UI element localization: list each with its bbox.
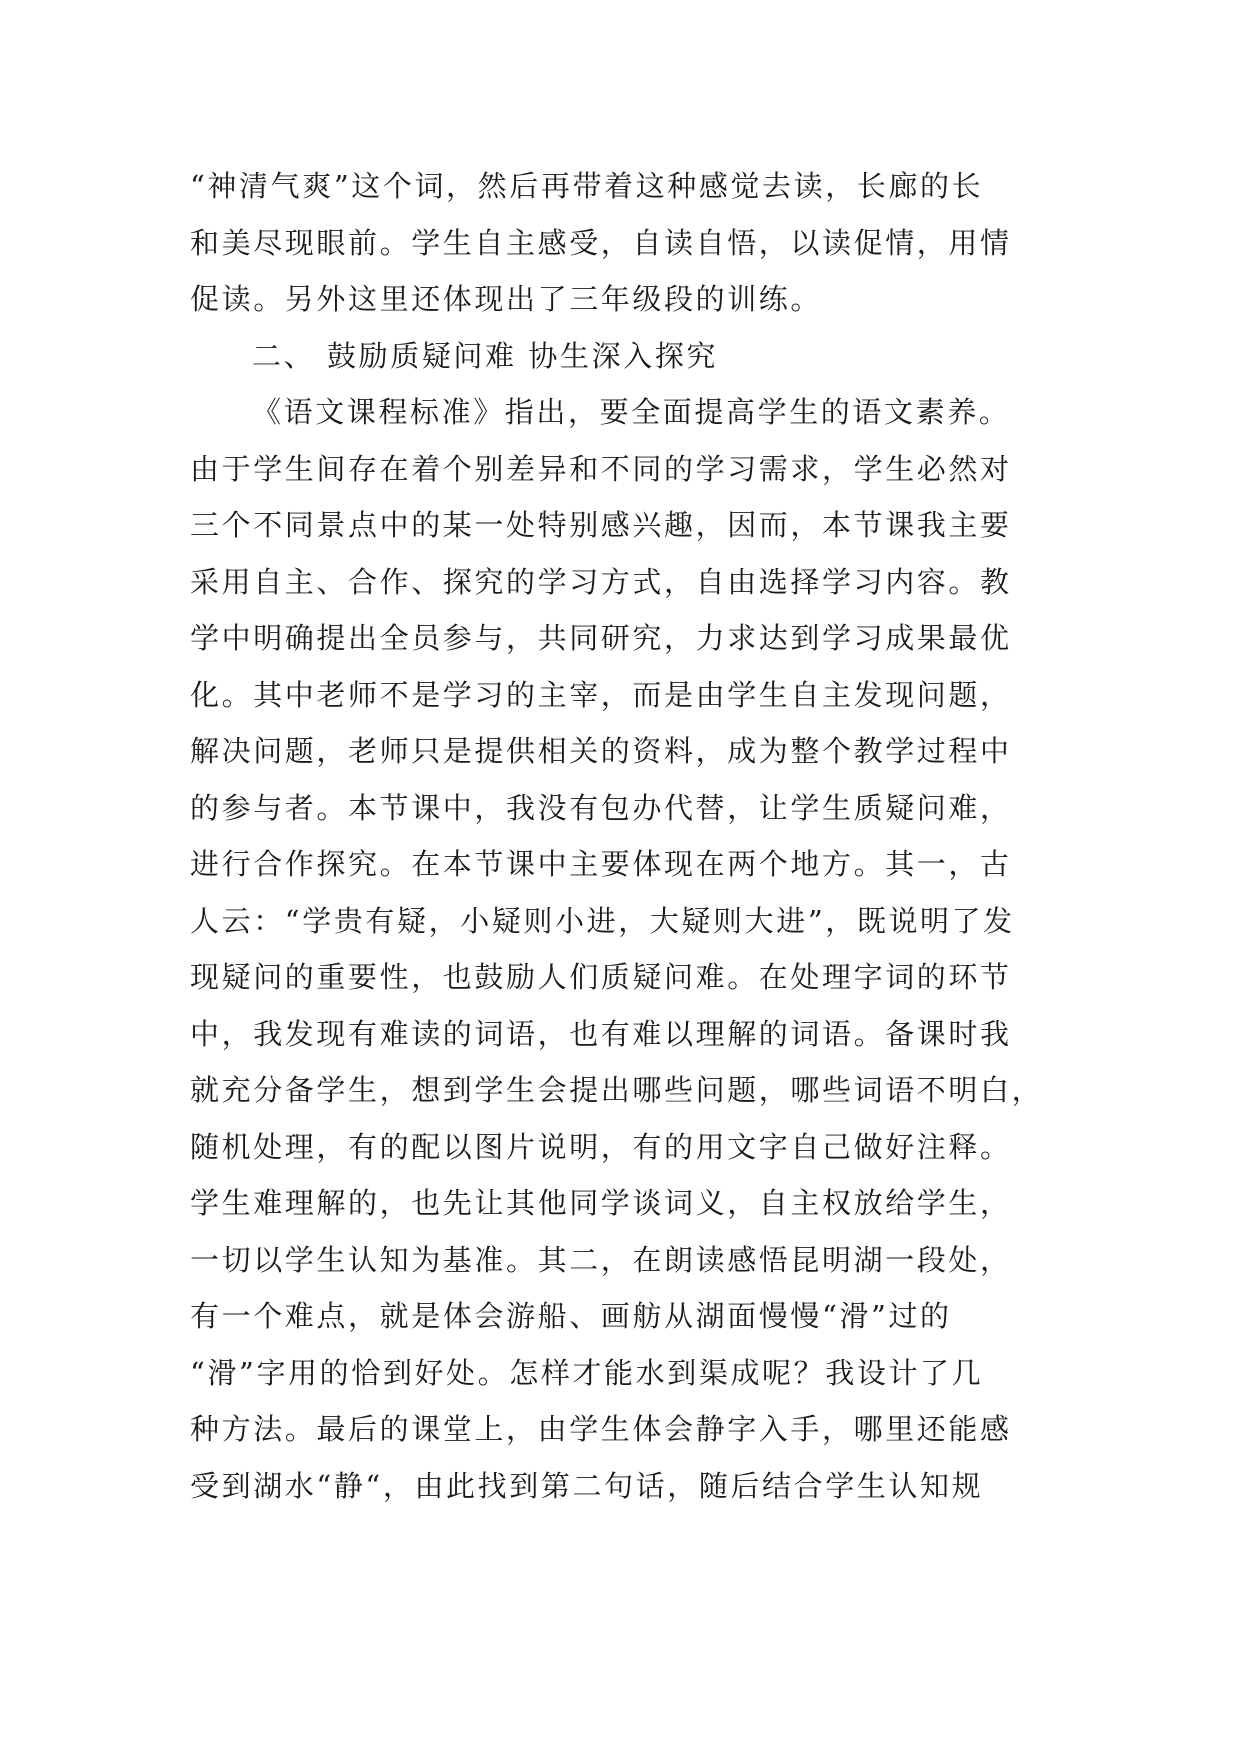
text-line: 就充分备学生，想到学生会提出哪些问题，哪些词语不明白， <box>190 1073 1044 1107</box>
text-line: 有一个难点，就是体会游船、画舫从湖面慢慢“滑”过的 <box>190 1299 952 1333</box>
text-line: 和美尽现眼前。学生自主感受，自读自悟，以读促情，用情 <box>190 225 1012 260</box>
text-line: 解决问题，老师只是提供相关的资料，成为整个教学过程中 <box>190 734 1012 768</box>
text-line: “滑”字用的恰到好处。怎样才能水到渠成呢？我设计了几 <box>190 1355 984 1390</box>
text-line: 化。其中老师不是学习的主宰，而是由学生自主发现问题， <box>190 677 1012 712</box>
text-line: 学中明确提出全员参与，共同研究，力求达到学习成果最优 <box>190 621 1012 655</box>
section-heading: 二、 鼓励质疑问难 协生深入探究 <box>252 338 719 373</box>
text-line: 种方法。最后的课堂上，由学生体会静字入手，哪里还能感 <box>190 1412 1012 1446</box>
text-line: 由于学生间存在着个别差异和不同的学习需求，学生必然对 <box>190 451 1012 486</box>
body-text <box>190 158 1080 1514</box>
text-line: 现疑问的重要性，也鼓励人们质疑问难。在处理字词的环节 <box>190 960 1012 994</box>
text-line: 受到湖水“静“，由此找到第二句话，随后结合学生认知规 <box>190 1468 984 1503</box>
text-line: 一切以学生认知为基准。其二，在朗读感悟昆明湖一段处， <box>190 1242 1012 1277</box>
text-line: “神清气爽”这个词，然后再带着这种感觉去读，长廊的长 <box>190 169 984 203</box>
text-line: 中，我发现有难读的词语，也有难以理解的词语。备课时我 <box>190 1016 1012 1051</box>
text-line: 《语文课程标准》指出，要全面提高学生的语文素养。 <box>252 395 1011 429</box>
text-line: 三个不同景点中的某一处特别感兴趣，因而，本节课我主要 <box>190 508 1012 542</box>
text-line: 学生难理解的，也先让其他同学谈词义，自主权放给学生， <box>190 1186 1012 1220</box>
text-line: 进行合作探究。在本节课中主要体现在两个地方。其一，古 <box>190 847 1012 881</box>
text-line: 采用自主、合作、探究的学习方式，自由选择学习内容。教 <box>190 564 1012 599</box>
text-line: 随机处理，有的配以图片说明，有的用文字自己做好注释。 <box>190 1129 1012 1164</box>
text-line: 的参与者。本节课中，我没有包办代替，让学生质疑问难， <box>190 790 1012 825</box>
text-line: 人云：“学贵有疑，小疑则小进，大疑则大进”，既说明了发 <box>190 903 1015 938</box>
text-line: 促读。另外这里还体现出了三年级段的训练。 <box>190 282 823 316</box>
